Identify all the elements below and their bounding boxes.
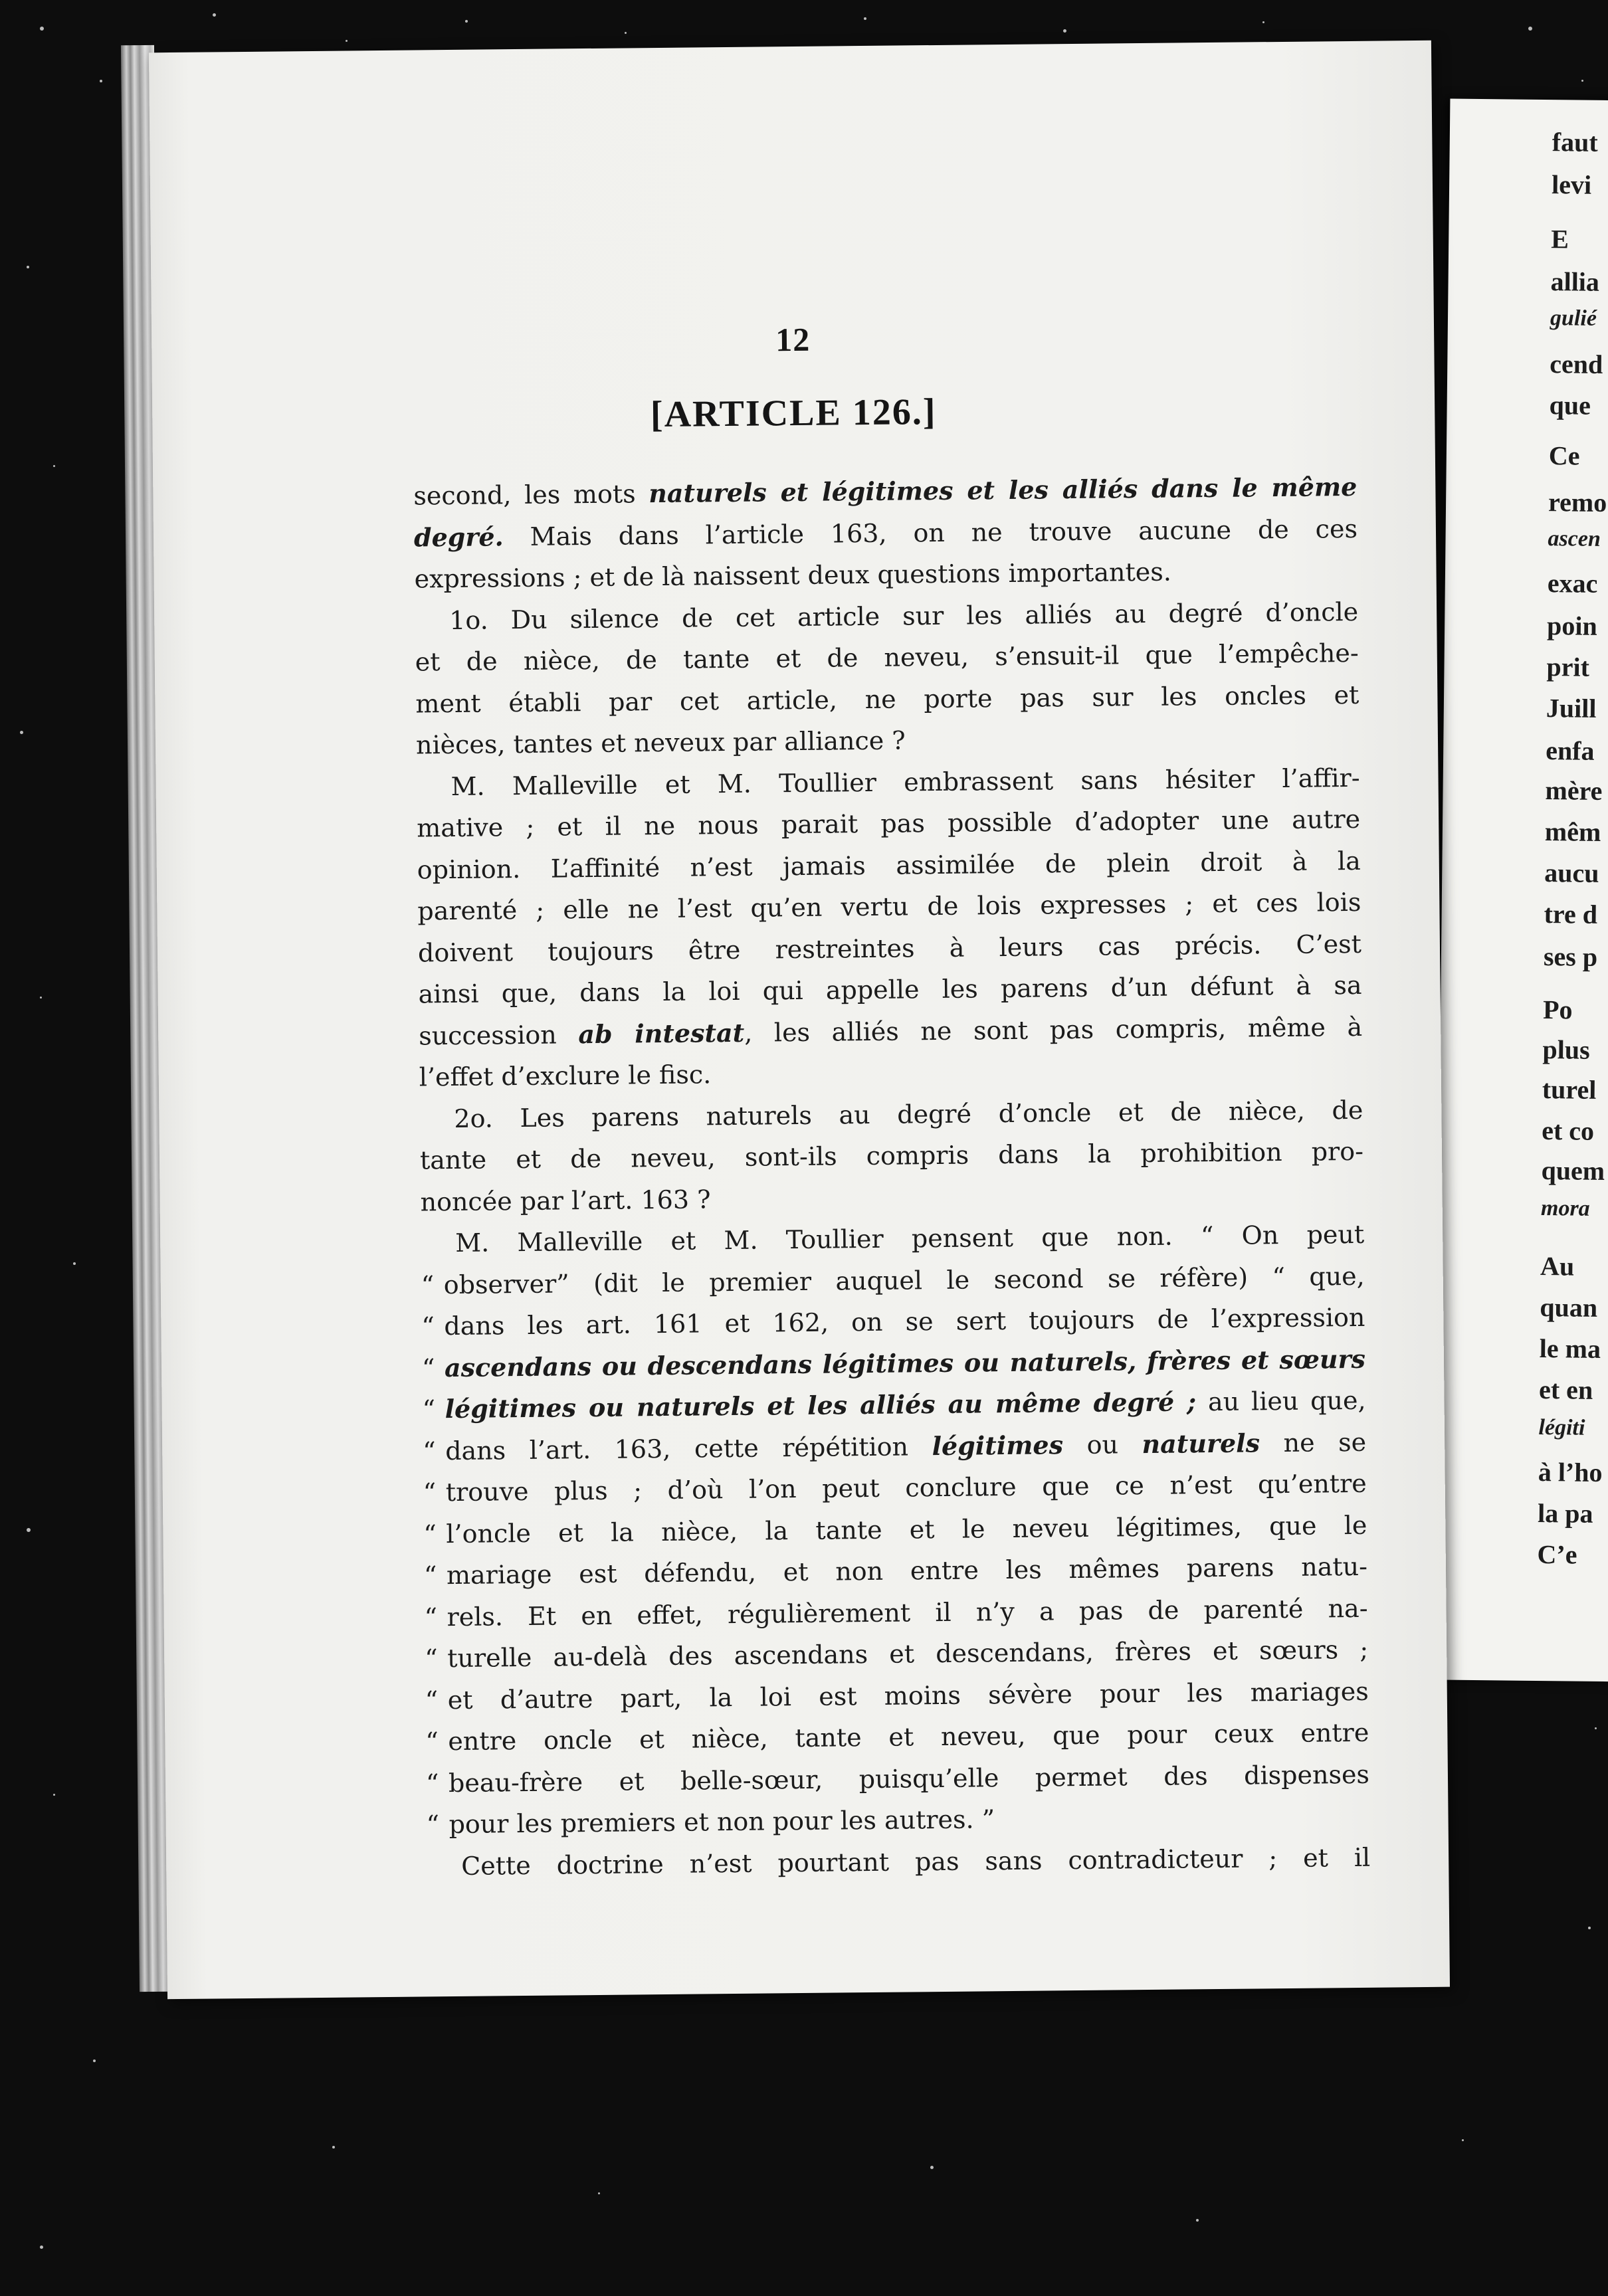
text-segment: et de nièce, de tante et de neveu, s’ensuit-il que l’empêche-	[415, 638, 1359, 677]
noise-speck	[864, 17, 866, 20]
text-segment: Cette doctrine n’est pourtant pas sans contradicteur ; et il	[460, 1842, 1371, 1881]
facing-page-line: et en	[1538, 1375, 1593, 1405]
facing-page-line: remo	[1548, 487, 1607, 518]
quote-mark: “	[421, 1353, 435, 1383]
facing-page-line: mêm	[1544, 816, 1601, 847]
text-segment: trouve plus ; d’où l’on peut conclure que ce n’est qu’entre	[445, 1468, 1367, 1507]
facing-page-line: levi	[1551, 169, 1592, 200]
facing-page-line: faut	[1552, 127, 1598, 157]
running-head: [ARTICLE 126.]	[650, 391, 937, 436]
facing-page	[1434, 98, 1608, 1681]
text-segment: parenté ; elle ne l’est qu’en vertu de lois expresses ; et ces lois	[417, 887, 1361, 926]
facing-page-line: mora	[1540, 1196, 1590, 1221]
facing-page-line: exac	[1547, 568, 1598, 599]
facing-page-line: Ce	[1548, 440, 1580, 471]
facing-page-line: mère	[1545, 775, 1603, 806]
italic-text-segment: naturels et légitimes et les alliés dans le même	[649, 471, 1357, 509]
facing-page-line: cend	[1550, 349, 1603, 379]
noise-speck	[53, 1794, 55, 1796]
noise-speck	[27, 266, 29, 268]
text-segment: noncée par l’art. 163 ?	[420, 1184, 711, 1216]
quote-mark: “	[421, 1311, 435, 1341]
quote-mark: “	[426, 1810, 440, 1840]
page-number: 12	[775, 320, 811, 359]
text-segment: Mais dans l’article 163, on ne trouve aucune de ces	[503, 514, 1358, 551]
noise-speck	[1581, 80, 1583, 82]
noise-speck	[1196, 2219, 1199, 2222]
facing-page-line: tre d	[1544, 899, 1598, 929]
noise-speck	[1462, 2139, 1464, 2141]
text-segment: doivent toujours être restreintes à leurs cas précis. C’est	[417, 929, 1362, 968]
facing-page-line: ascen	[1548, 526, 1601, 551]
facing-page-line: prit	[1546, 652, 1590, 682]
noise-speck	[27, 1528, 31, 1532]
text-segment: l’oncle et la nièce, la tante et le neveu légitimes, que le	[446, 1510, 1367, 1549]
text-segment: ment établi par cet article, ne porte pas sur les oncles et	[415, 680, 1359, 719]
italic-text-segment: ab intestat	[578, 1017, 745, 1049]
quote-mark: “	[425, 1768, 439, 1798]
text-segment: observer” (dit le premier auquel le second se réfère) “ que,	[443, 1261, 1365, 1299]
facing-page-line: le ma	[1539, 1333, 1601, 1364]
noise-speck	[53, 465, 55, 467]
quote-mark: “	[421, 1270, 435, 1299]
text-segment: dans l’art. 163, cette répétition	[445, 1431, 932, 1466]
text-segment: 2o. Les parens naturels au degré d’oncle et de nièce, de	[454, 1095, 1363, 1133]
quote-mark: “	[423, 1561, 437, 1590]
facing-page-line: E	[1551, 224, 1569, 254]
text-segment: et d’autre part, la loi est moins sévère pour les mariages	[447, 1676, 1369, 1715]
facing-page-line: plus	[1542, 1034, 1590, 1065]
text-segment: ou	[1062, 1429, 1142, 1460]
noise-speck	[930, 2166, 934, 2169]
facing-page-text	[1450, 98, 1608, 1570]
italic-text-segment: légitimes ou naturels et les alliés au même degré ;	[445, 1387, 1197, 1424]
noise-speck	[1588, 1927, 1591, 1929]
facing-page-line: à l’ho	[1538, 1456, 1603, 1488]
text-segment: , les alliés ne sont pas compris, même à	[744, 1012, 1363, 1048]
quote-mark: “	[425, 1685, 439, 1715]
quote-mark: “	[424, 1602, 438, 1632]
facing-page-line: quan	[1540, 1292, 1598, 1323]
text-segment: ne se	[1259, 1427, 1367, 1458]
facing-page-line: aucu	[1544, 858, 1599, 888]
noise-speck	[20, 731, 23, 734]
facing-page-line: quem	[1541, 1155, 1605, 1187]
noise-speck	[1063, 29, 1066, 33]
facing-page-line: Po	[1542, 995, 1573, 1025]
text-segment: entre oncle et nièce, tante et neveu, que pour ceux entre	[448, 1717, 1369, 1757]
italic-text-segment: légitimes	[932, 1429, 1064, 1461]
noise-speck	[213, 13, 216, 17]
text-segment: au lieu que,	[1195, 1385, 1366, 1417]
facing-page-line: enfa	[1545, 735, 1595, 766]
noise-speck	[332, 2146, 335, 2149]
quote-mark: “	[422, 1394, 436, 1424]
text-segment: succession	[418, 1019, 579, 1050]
noise-speck	[40, 27, 44, 31]
noise-speck	[465, 20, 468, 23]
text-segment: l’effet d’exclure le fisc.	[419, 1060, 712, 1092]
noise-speck	[346, 40, 348, 42]
noise-speck	[598, 2192, 600, 2194]
text-segment: dans les art. 161 et 162, on se sert toujours de l’expression	[444, 1302, 1365, 1341]
text-segment: turelle au-delà des ascendans et descendans, frères et sœurs ;	[447, 1634, 1369, 1674]
quote-mark: “	[425, 1727, 439, 1757]
book-page	[149, 41, 1450, 1999]
facing-page-line: allia	[1550, 266, 1600, 297]
italic-text-segment: ascendans ou descendans légitimes ou naturels, frères et sœurs	[444, 1343, 1366, 1383]
text-segment: tante et de neveu, sont-ils compris dans la prohibition pro-	[419, 1136, 1364, 1175]
facing-page-line: poin	[1546, 611, 1598, 641]
noise-speck	[93, 2059, 96, 2062]
facing-page-line: ses p	[1543, 941, 1598, 972]
noise-speck	[1595, 1727, 1597, 1729]
facing-page-line: la pa	[1537, 1497, 1593, 1529]
noise-speck	[625, 32, 627, 34]
facing-page-line: et co	[1541, 1115, 1595, 1146]
text-segment: opinion. L’affinité n’est jamais assimilée de plein droit à la	[417, 846, 1361, 885]
text-segment: M. Malleville et M. Toullier pensent que non. “ On peut	[454, 1219, 1365, 1258]
text-segment: mariage est défendu, et non entre les mêmes parens natu-	[446, 1551, 1368, 1590]
facing-page-line: que	[1549, 390, 1591, 421]
noise-speck	[1528, 27, 1532, 31]
noise-speck	[73, 1262, 76, 1265]
text-segment: 1o. Du silence de cet article sur les alliés au degré d’oncle	[449, 597, 1359, 635]
text-segment: second, les mots	[413, 479, 649, 511]
quote-mark: “	[423, 1519, 437, 1549]
body-text	[413, 466, 1370, 1887]
text-line	[427, 1836, 1371, 1887]
text-segment: ainsi que, dans la loi qui appelle les parens d’un défunt à sa	[418, 970, 1362, 1009]
quote-mark: “	[423, 1478, 437, 1507]
italic-text-segment: degré.	[413, 521, 504, 553]
text-segment: pour les premiers et non pour les autres. ”	[449, 1804, 995, 1840]
text-segment: nièces, tantes et neveux par alliance ?	[415, 725, 906, 760]
text-segment: beau-frère et belle-sœur, puisqu’elle permet des dispenses	[448, 1759, 1370, 1798]
facing-page-line: turel	[1542, 1074, 1597, 1105]
noise-speck	[1262, 21, 1264, 23]
text-segment: rels. Et en effet, régulièrement il n’y a pas de parenté na-	[447, 1593, 1368, 1632]
facing-page-line: gulié	[1550, 306, 1597, 331]
noise-speck	[40, 2246, 43, 2249]
quote-mark: “	[424, 1644, 438, 1674]
facing-page-line: Au	[1540, 1251, 1575, 1282]
noise-speck	[40, 997, 42, 999]
noise-speck	[100, 80, 102, 82]
facing-page-line: Juill	[1546, 693, 1597, 723]
facing-page-line: légiti	[1538, 1414, 1585, 1440]
italic-text-segment: naturels	[1142, 1427, 1260, 1459]
text-segment: mative ; et il ne nous parait pas possible d’adopter une autre	[416, 804, 1361, 843]
text-segment: expressions ; et de là naissent deux questions importantes.	[414, 557, 1172, 594]
text-segment: M. Malleville et M. Toullier embrassent sans hésiter l’affir-	[451, 763, 1360, 801]
facing-page-line: C’e	[1537, 1539, 1577, 1570]
quote-mark: “	[422, 1436, 436, 1466]
